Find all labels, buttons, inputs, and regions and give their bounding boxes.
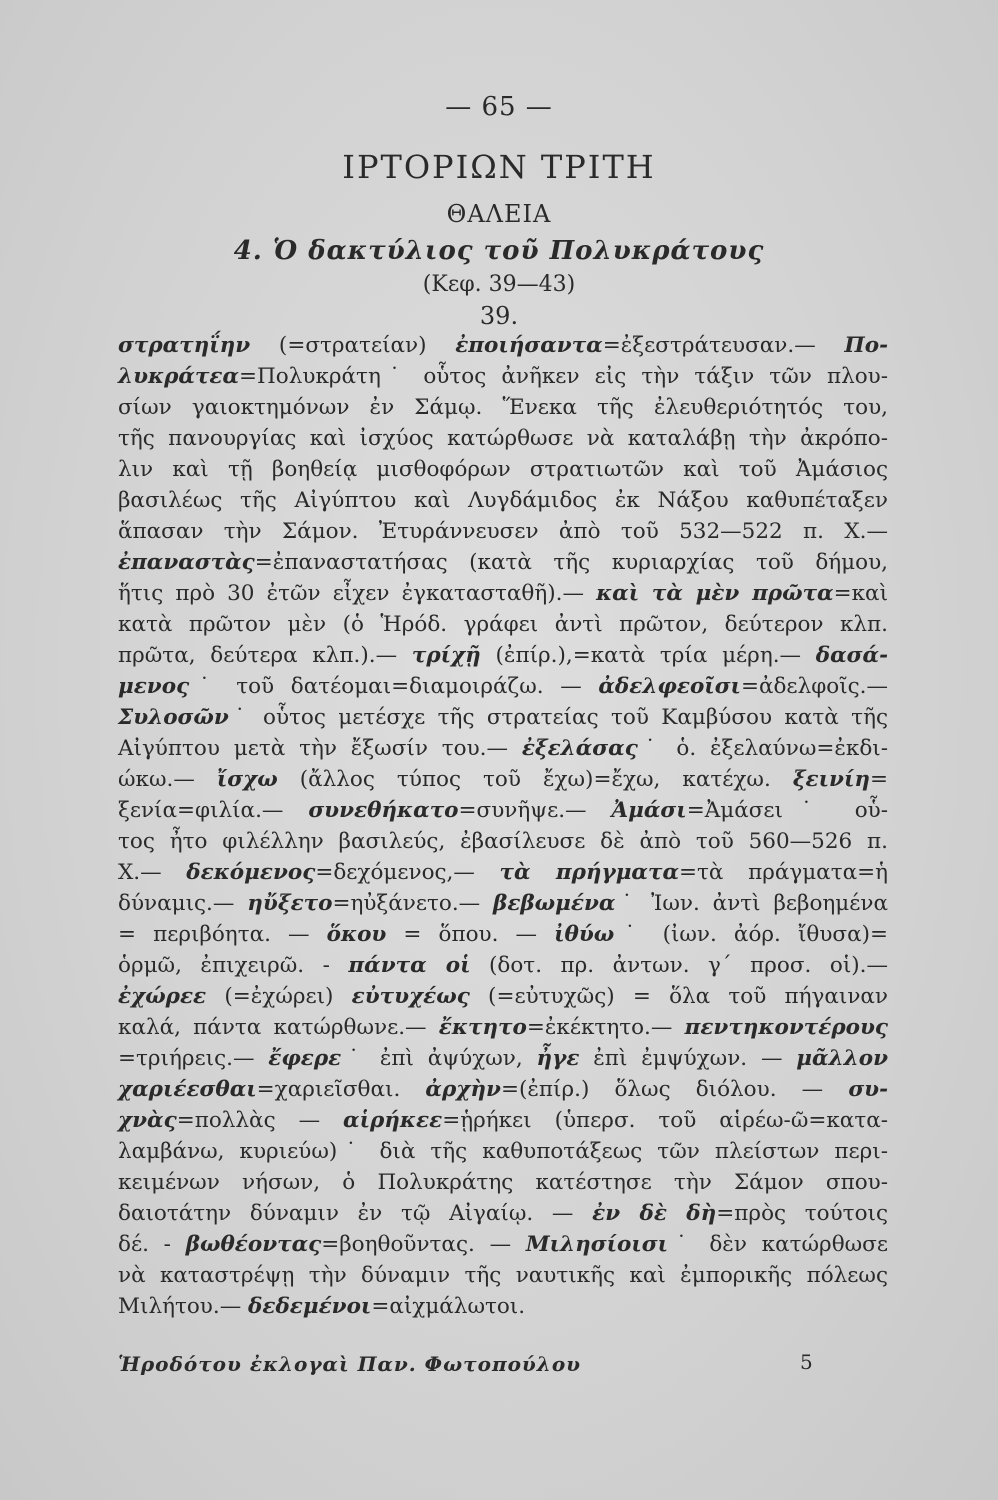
text-line [118, 795, 888, 826]
gloss-text: ἐπὶ ἐμψύχων. — [579, 1046, 797, 1071]
gloss-text: λιν καὶ τῇ βοηθείᾳ μισθοφόρων στρατιωτῶν καὶ τοῦ Ἀμάσιος [118, 457, 888, 482]
gloss-text: (ἄλλος τύπος τοῦ ἔχω)=ἔχω, κατέχω. [277, 767, 793, 792]
text-line [118, 1105, 888, 1136]
gloss-text: (=εὐτυχῶς) = ὅλα τοῦ πήγαιναν [469, 984, 888, 1009]
gloss-text: τος ἦτο φιλέλλην βασιλεύς, ἐβασίλευσε δὲ ἀπὸ τοῦ 560—526 π. [118, 829, 888, 854]
glossed-term: καὶ τὰ μὲν πρῶτα [596, 581, 834, 606]
text-line [118, 485, 888, 516]
gloss-text: βασιλέως τῆς Αἰγύπτου καὶ Λυγδάμιδος ἐκ Νάξου καθυπέταξεν [118, 488, 888, 513]
gloss-text: (=ἐχώρει) [206, 984, 352, 1009]
gloss-text: =ἐξεστράτευσαν.— [602, 333, 845, 358]
text-line [118, 1260, 888, 1291]
text-line [118, 609, 888, 640]
glossed-term: τὰ πρήγματα [499, 860, 679, 885]
gloss-text: ˙ ὁ. ἐξελαύνω=ἐκδι- [637, 736, 888, 761]
glossed-term: ἐξελάσας [521, 736, 638, 761]
gloss-text: =ηὐξάνετο.— [332, 891, 494, 916]
gloss-text: =ἀδελφοῖς.— [740, 674, 888, 699]
glossed-term: πάντα οἱ [348, 953, 471, 978]
gloss-text: (ἐπίρ.),=κατὰ τρία μέρη.— [480, 643, 816, 668]
gloss-text: =Ἀμάσει˙ οὗ- [686, 798, 889, 823]
footer-book-credit: Ἡροδότου ἐκλογαὶ Παν. Φωτοπούλου [118, 1352, 582, 1376]
glossed-term: στρατηΐην [118, 333, 251, 358]
gloss-text: δύναμις.— [118, 891, 248, 916]
gloss-text: Αἰγύπτου μετὰ τὴν ἔξωσίν του.— [118, 736, 522, 761]
gloss-text: τῆς πανουργίας καὶ ἰσχύος κατώρθωσε νὰ καταλάβῃ τὴν ἀκρόπο- [118, 426, 888, 451]
gloss-text: ἥτις πρὸ 30 ἐτῶν εἶχεν ἐγκατασταθῆ).— [118, 581, 597, 606]
text-line [118, 857, 888, 888]
text-line [118, 547, 888, 578]
gloss-text: =πρὸς τούτοις [716, 1201, 888, 1226]
gloss-text: =ἐπαναστατήσας (κατὰ τῆς κυριαρχίας τοῦ δήμου, [254, 550, 888, 575]
gloss-text: ξενία=φιλία.— [118, 798, 309, 823]
text-line [118, 330, 888, 361]
chapter-range: (Κεφ. 39—43) [422, 272, 576, 297]
gloss-text: =συνῆψε.— [458, 798, 612, 823]
glossed-term: μᾶλλον [796, 1046, 888, 1071]
text-line [118, 702, 888, 733]
glossed-term: ἴσχω [216, 767, 278, 792]
text-line [118, 1198, 888, 1229]
gloss-text: (δοτ. πρ. ἀντων. γ΄ προσ. οἱ).— [470, 953, 888, 978]
text-line [118, 919, 888, 950]
glossed-term: ἰθύω [554, 922, 615, 947]
text-line [118, 454, 888, 485]
text-line [118, 423, 888, 454]
gloss-text: ˙ δὲν κατώρθωσε [668, 1232, 888, 1257]
text-line [118, 671, 888, 702]
gloss-text: =δεχόμενος,— [315, 860, 500, 885]
gloss-text: = [869, 767, 888, 792]
glossed-term: ηὔξετο [247, 891, 333, 916]
gloss-text: ˙ (ἰων. ἀόρ. ἴθυσα)= [614, 922, 888, 947]
text-line [118, 981, 888, 1012]
glossed-term: βωθέοντας [185, 1232, 322, 1257]
book-title: ΙΡΤΟΡΙΩΝ ΤΡΙΤΗ [342, 148, 656, 186]
gloss-text: πρῶτα, δεύτερα κλπ.).— [118, 643, 412, 668]
gloss-text: Χ.— [118, 860, 187, 885]
text-line [118, 1043, 888, 1074]
glossed-term: ἀδελφεοῖσι [598, 674, 741, 699]
text-line [118, 516, 888, 547]
glossed-term: ἐν δὲ δὴ [592, 1201, 717, 1226]
text-line [118, 578, 888, 609]
glossed-term: χαριέεσθαι [118, 1077, 257, 1102]
glossed-term: Πο- [844, 333, 888, 358]
text-line [118, 392, 888, 423]
text-line [118, 733, 888, 764]
glossed-term: δασά- [815, 643, 888, 668]
gloss-text: =αἰχμάλωτοι. [371, 1294, 526, 1319]
glossed-term: ἔφερε [268, 1046, 342, 1071]
glossed-term: Ἀμάσι [611, 798, 687, 823]
muse-heading: ΘΑΛΕΙΑ [446, 200, 552, 228]
gloss-text: ˙ Ἰων. ἀντὶ βεβοημένα [615, 891, 889, 916]
gloss-text: ώκω.— [118, 767, 217, 792]
text-line [118, 764, 888, 795]
gloss-text: =τριήρεις.— [118, 1046, 269, 1071]
text-line [118, 1136, 888, 1167]
chapter-title: 4. Ὁ δακτύλιος τοῦ Πολυκράτους [233, 236, 765, 266]
gloss-text: νὰ καταστρέψῃ τὴν δύναμιν τῆς ναυτικῆς καὶ ἐμπορικῆς πόλεως [118, 1263, 888, 1288]
text-line [118, 1167, 888, 1198]
glossed-term: χνὰς [118, 1108, 177, 1133]
gloss-text: καλά, πάντα κατώρθωνε.— [118, 1015, 439, 1040]
glossed-term: ἐποιήσαντα [455, 333, 603, 358]
glossed-term: Συλοσῶν [118, 705, 229, 730]
text-line [118, 1012, 888, 1043]
gloss-text: = περιβόητα. — [118, 922, 327, 947]
gloss-text: =ἐκέκτητο.— [526, 1015, 685, 1040]
gloss-text: =πολλὰς — [176, 1108, 344, 1133]
gloss-text: =ᾑρήκει (ὑπερσ. τοῦ αἱρέω-ῶ=κατα- [442, 1108, 888, 1133]
glossed-term: αἱρήκεε [343, 1108, 443, 1133]
glossed-term: πεντηκοντέρους [684, 1015, 888, 1040]
page-number: — 65 — [445, 92, 553, 122]
gloss-text: =τὰ πράγματα=ἡ [679, 860, 889, 885]
glossed-term: ἐπαναστὰς [118, 550, 255, 575]
text-line [118, 950, 888, 981]
glossed-term: δεκόμενος [186, 860, 316, 885]
glossed-term: μενος [118, 674, 190, 699]
gloss-text: =Πολυκράτη˙ οὗτος ἀνῆκεν εἰς τὴν τάξιν τῶν πλου- [239, 364, 888, 389]
text-line [118, 640, 888, 671]
gloss-text: δαιοτάτην δύναμιν ἐν τῷ Αἰγαίῳ. — [118, 1201, 593, 1226]
gloss-text: ἅπασαν τὴν Σάμον. Ἐτυράννευσεν ἀπὸ τοῦ 532—522 π. Χ.— [118, 519, 888, 544]
gloss-text: =βοηθοῦντας. — [321, 1232, 526, 1257]
gloss-text: ˙ τοῦ δατέομαι=διαμοιράζω. — [189, 674, 599, 699]
glossed-term: συ- [848, 1077, 889, 1102]
glossed-term: ἔκτητο [438, 1015, 527, 1040]
gloss-text: λαμβάνω, κυριεύω)˙ διὰ τῆς καθυποτάξεως τῶν πλείστων περι- [118, 1139, 888, 1164]
text-line [118, 1074, 888, 1105]
gloss-text: ˙ ἐπὶ ἀψύχων, [341, 1046, 537, 1071]
gloss-text: =καὶ [833, 581, 888, 606]
glossed-term: ὅκου [326, 922, 387, 947]
commentary-text [118, 330, 888, 1322]
gloss-text: σίων γαιοκτημόνων ἐν Σάμῳ. Ἕνεκα τῆς ἐλευθεριότητός του, [118, 395, 888, 420]
gloss-text: δέ. - [118, 1232, 186, 1257]
gloss-text: ὁρμῶ, ἐπιχειρῶ. - [118, 953, 349, 978]
text-line [118, 888, 888, 919]
gloss-text: κειμένων νήσων, ὁ Πολυκράτης κατέστησε τὴν Σάμον σπου- [118, 1170, 888, 1195]
glossed-term: συνεθήκατο [308, 798, 459, 823]
glossed-term: βεβωμένα [493, 891, 616, 916]
glossed-term: εὐτυχέως [351, 984, 470, 1009]
glossed-term: ξεινίη [792, 767, 870, 792]
text-line [118, 1291, 888, 1322]
text-line [118, 826, 888, 857]
text-line [118, 361, 888, 392]
gloss-text: Μιλήτου.— [118, 1294, 249, 1319]
section-number: 39. [479, 302, 519, 330]
glossed-term: Μιλησίοισι [525, 1232, 669, 1257]
gloss-text: = ὅπου. — [386, 922, 555, 947]
gloss-text: (=στρατείαν) [250, 333, 456, 358]
glossed-term: ἦγε [536, 1046, 580, 1071]
gloss-text: κατὰ πρῶτον μὲν (ὁ Ἡρόδ. γράφει ἀντὶ πρῶτον, δεύτερον κλπ. [118, 612, 888, 637]
gloss-text: =(ἐπίρ.) ὅλως διόλου. — [500, 1077, 849, 1102]
glossed-term: ἐχώρεε [118, 984, 207, 1009]
gloss-text: =χαριεῖσθαι. [256, 1077, 426, 1102]
glossed-term: ἀρχὴν [425, 1077, 501, 1102]
glossed-term: λυκράτεα [118, 364, 240, 389]
text-line [118, 1229, 888, 1260]
footer-signature-mark: 5 [800, 1350, 813, 1374]
glossed-term: δεδεμένοι [248, 1294, 372, 1319]
gloss-text: ˙ οὗτος μετέσχε τῆς στρατείας τοῦ Καμβύσου κατὰ τῆς [228, 705, 888, 730]
glossed-term: τρίχῇ [411, 643, 481, 668]
